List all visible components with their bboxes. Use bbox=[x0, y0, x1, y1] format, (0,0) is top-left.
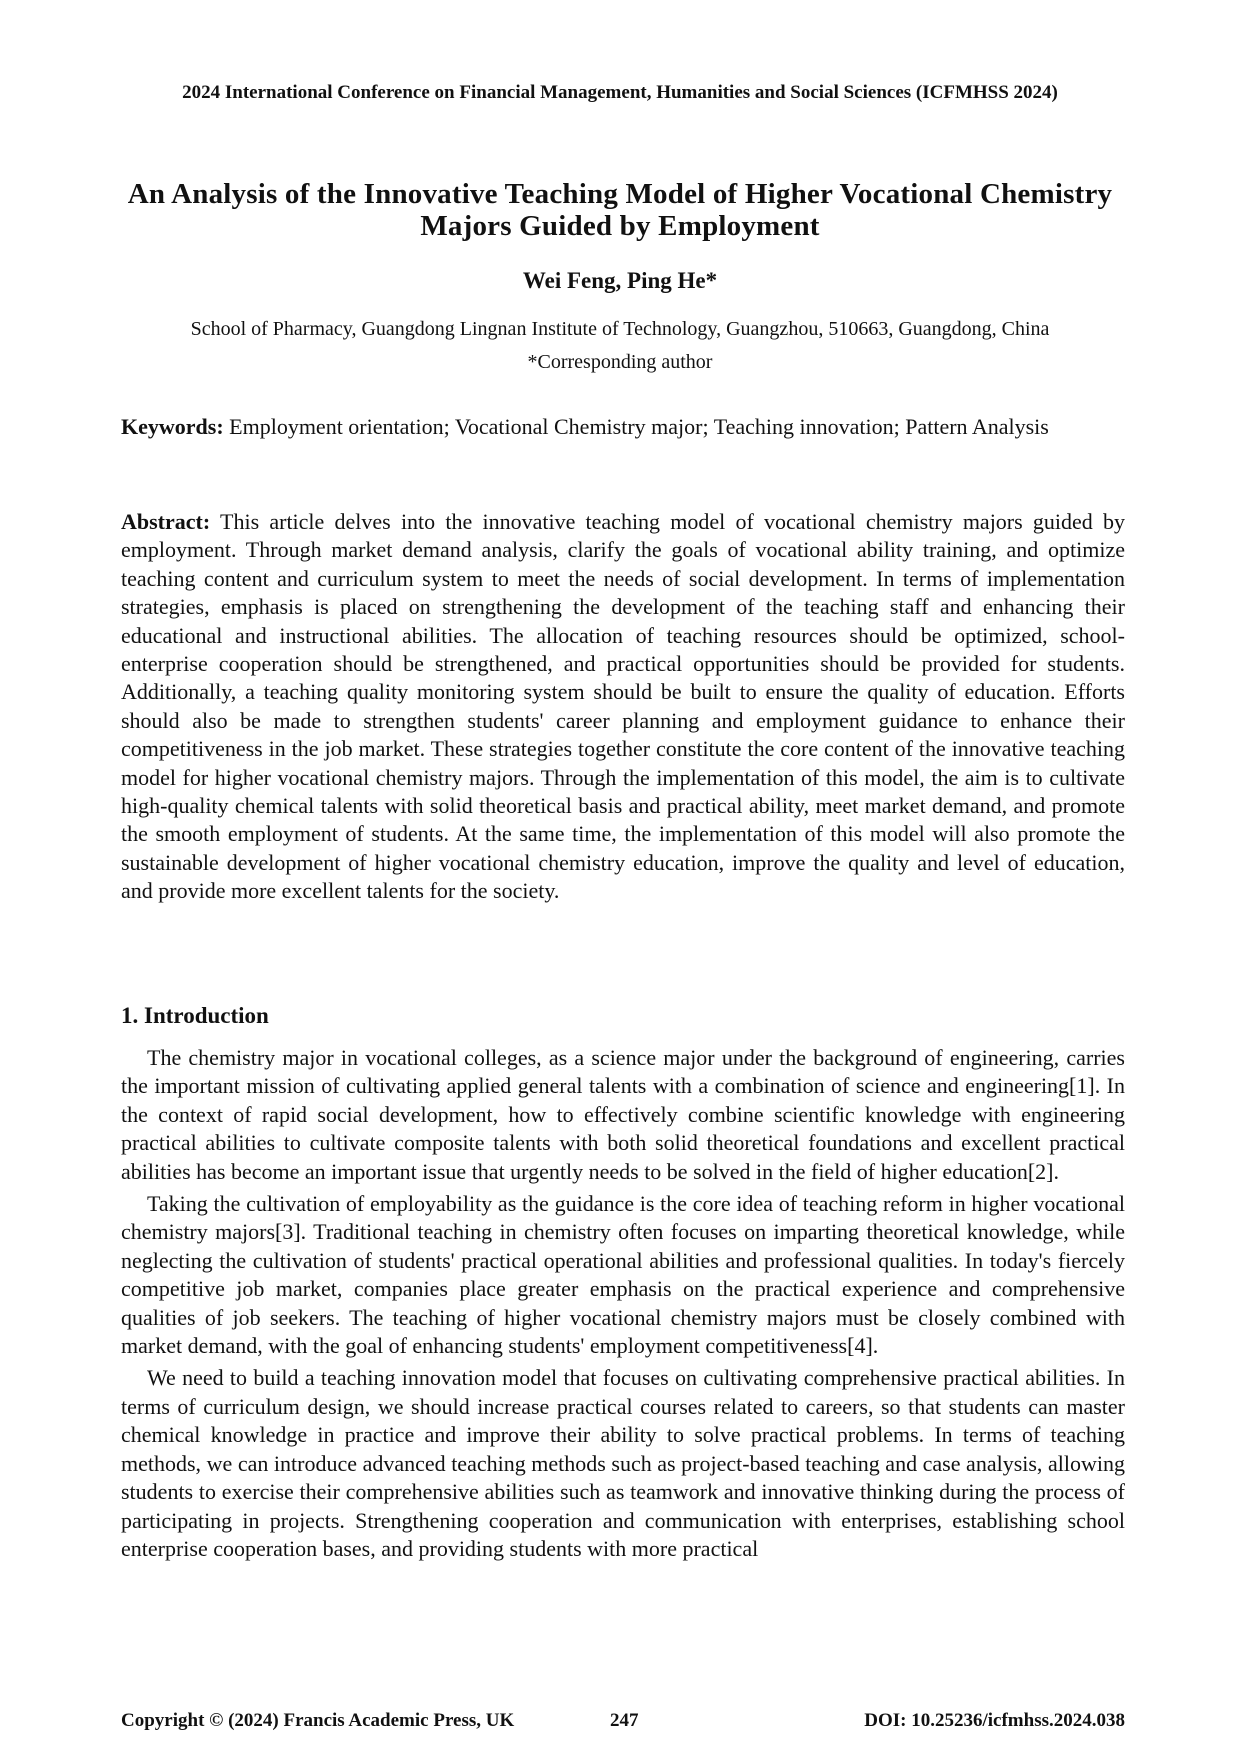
abstract-label: Abstract: bbox=[121, 509, 211, 534]
copyright-notice: Copyright © (2024) Francis Academic Press, UK bbox=[121, 1710, 515, 1731]
affiliation: School of Pharmacy, Guangdong Lingnan Institute of Technology, Guangzhou, 510663, Guangdong, China bbox=[190, 318, 1050, 340]
conference-header: 2024 International Conference on Financial Management, Humanities and Social Sciences (ICFMHSS 2024) bbox=[182, 82, 1058, 103]
abstract-text: This article delves into the innovative teaching model of vocational chemistry majors guided by employment. Through market demand analysis, clarify the goals of vocational ability training, and optimize teaching content and curriculum system to meet the needs of social development. In terms of implementation strategies, emphasis is placed on strengthening the development of the teaching staff and enhancing their educational and instructional abilities. The allocation of teaching resources should be optimized, school-enterprise cooperation should be strengthened, and practical opportunities should be provided for students. Additionally, a teaching quality monitoring system should be built to ensure the quality of education. Efforts should also be made to strengthen students' career planning and employment guidance to enhance their competitiveness in the job market. These strategies together constitute the core content of the innovative teaching model for higher vocational chemistry majors. Through the implementation of this model, the aim is to cultivate high-quality chemical talents with solid theoretical basis and practical ability, meet market demand, and promote the smooth employment of students. At the same time, the implementation of this model will also promote the sustainable development of higher vocational chemistry education, improve the quality and level of education, and provide more excellent talents for the society. bbox=[121, 509, 1126, 904]
keywords-label: Keywords: bbox=[121, 414, 224, 439]
title-line-1: An Analysis of the Innovative Teaching Model of Higher Vocational Chemistry bbox=[127, 178, 1113, 210]
paper-title bbox=[100, 178, 1140, 242]
corresponding-author-note: *Corresponding author bbox=[527, 351, 713, 373]
introduction-body bbox=[121, 1044, 1125, 1567]
intro-paragraph-2: Taking the cultivation of employability as the guidance is the core idea of teaching reform in higher vocational chemistry majors[3]. Traditional teaching in chemistry often focuses on imparting theoretical knowledge, while neglecting the cultivation of students' practical operational abilities and professional qualities. In today's fiercely competitive job market, companies place greater emphasis on the practical experience and comprehensive qualities of job seekers. The teaching of higher vocational chemistry majors must be closely combined with market demand, with the goal of enhancing students' employment competitiveness[4]. bbox=[121, 1191, 1125, 1359]
abstract-block bbox=[121, 508, 1125, 906]
affiliation-block bbox=[0, 313, 1240, 379]
section-heading-introduction: 1. Introduction bbox=[121, 1003, 269, 1028]
intro-paragraph-3: We need to build a teaching innovation model that focuses on cultivating comprehensive practical abilities. In terms of curriculum design, we should increase practical courses related to careers, so that students can master chemical knowledge in practice and improve their ability to solve practical problems. In terms of teaching methods, we can introduce advanced teaching methods such as project-based teaching and case analysis, allowing students to exercise their comprehensive abilities such as teamwork and innovative thinking during the process of participating in projects. Strengthening cooperation and communication with enterprises, establishing school enterprise cooperation bases, and providing students with more practical bbox=[121, 1365, 1125, 1561]
intro-paragraph-1: The chemistry major in vocational colleges, as a science major under the background of engineering, carries the important mission of cultivating applied general talents with a combination of science and engineering[1]. In the context of rapid social development, how to effectively combine scientific knowledge with engineering practical abilities to cultivate composite talents with both solid theoretical foundations and excellent practical abilities has become an important issue that urgently needs to be solved in the field of higher education[2]. bbox=[121, 1045, 1125, 1184]
doi: DOI: 10.25236/icfmhss.2024.038 bbox=[864, 1710, 1125, 1731]
keywords-block bbox=[121, 413, 1125, 441]
author-list: Wei Feng, Ping He* bbox=[522, 268, 718, 293]
page-number: 247 bbox=[610, 1710, 639, 1731]
keywords-text: Employment orientation; Vocational Chemistry major; Teaching innovation; Pattern Analysis bbox=[229, 414, 1049, 439]
title-line-2: Majors Guided by Employment bbox=[420, 210, 820, 242]
